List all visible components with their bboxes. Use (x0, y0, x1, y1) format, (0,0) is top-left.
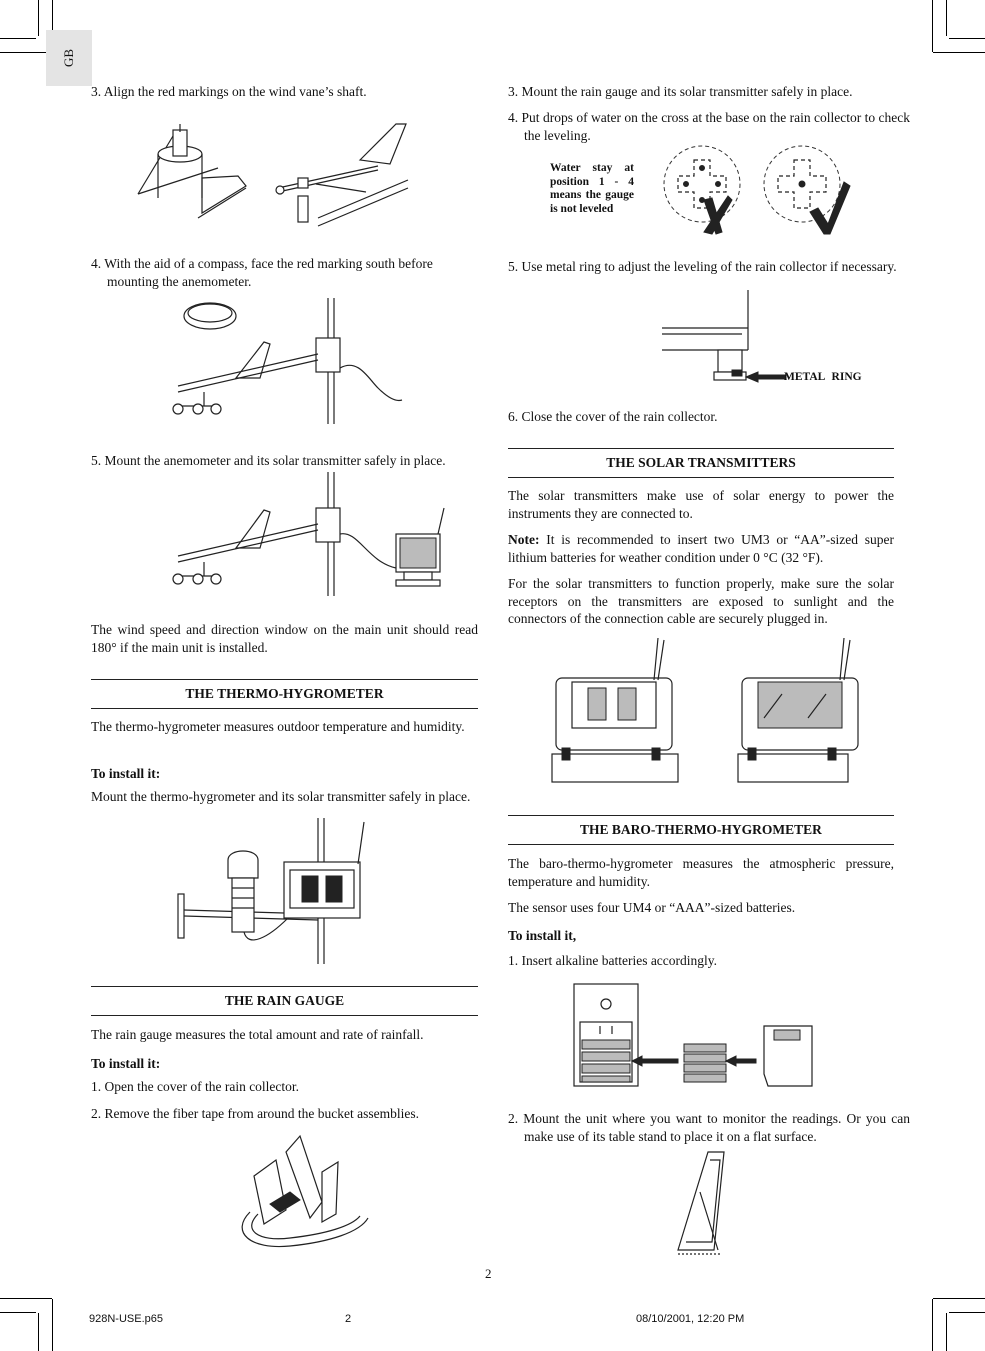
crop-mark (949, 1312, 985, 1313)
baro-step1: 1. Insert alkaline batteries accordingly. (508, 953, 718, 968)
right-step3: 3. Mount the rain gauge and its solar transmitter safely in place. (508, 84, 853, 99)
baro-step2: 2. Mount the unit where you want to monitor the readings. Or you can make use of its table stand to place it on a flat surface. (508, 1111, 910, 1144)
crop-mark (949, 38, 985, 39)
metal-ring-label: METAL RING (784, 371, 862, 383)
rain-step1: 1. Open the cover of the rain collector. (91, 1079, 300, 1094)
right-step4: 4. Put drops of water on the cross at the base on the rain collector to check the leveling. (508, 110, 910, 143)
solar-note (508, 531, 894, 566)
solar-transmitters-figure (552, 638, 852, 784)
table-stand-figure (670, 1152, 730, 1258)
solar-note-text: It is recommended to insert two UM3 or “AA”-sized super lithium batteries for weather condition under 0 °C (32 °F). (508, 532, 894, 565)
footer-file: 928N-USE.p65 (89, 1313, 163, 1325)
footer-page: 2 (345, 1313, 352, 1325)
thermo-install-label: To install it: (91, 766, 161, 781)
baro-battery: The sensor uses four UM4 or “AAA”-sized batteries. (508, 900, 796, 915)
page-number: 2 (485, 1266, 492, 1281)
crop-mark (932, 0, 933, 52)
crop-mark (38, 1313, 39, 1351)
crop-mark (0, 1312, 36, 1313)
rain-install-label: To install it: (91, 1056, 161, 1071)
crop-mark (0, 1298, 52, 1299)
rain-step2: 2. Remove the fiber tape from around the bucket assemblies. (91, 1106, 420, 1121)
rain-desc: The rain gauge measures the total amount and rate of rainfall. (91, 1027, 424, 1042)
baro-install-label: To install it, (508, 928, 577, 943)
battery-insertion-figure (572, 984, 842, 1088)
leveling-check-figure (660, 142, 850, 236)
crop-mark (0, 52, 52, 53)
wind-note: The wind speed and direction window on the main unit should read 180° if the main unit is installed. (91, 622, 478, 655)
water-note: Water stay at position 1 - 4 means the gauge is not leveled (550, 162, 634, 215)
left-step4: 4. With the aid of a compass, face the red marking south before mounting the anemometer. (91, 256, 433, 289)
bucket-assembly-figure (230, 1132, 370, 1250)
crop-mark (38, 0, 39, 36)
thermo-install-text: Mount the thermo-hygrometer and its solar transmitter safely in place. (91, 789, 471, 804)
crop-mark (946, 0, 947, 36)
solar-note-label: Note: (508, 532, 540, 547)
language-tab-label: GB (61, 48, 77, 68)
language-tab (46, 30, 92, 86)
baro-heading: THE BARO-THERMO-HYGROMETER (508, 815, 894, 845)
crop-mark (932, 1299, 933, 1351)
left-step3: 3. Align the red markings on the wind vane’s shaft. (91, 84, 367, 99)
crop-mark (0, 38, 36, 39)
thermo-heading: THE THERMO-HYGROMETER (91, 679, 478, 709)
crop-mark (946, 1313, 947, 1351)
rain-heading: THE RAIN GAUGE (91, 986, 478, 1016)
baro-desc: The baro-thermo-hygrometer measures the atmospheric pressure, temperature and humidity. (508, 856, 894, 889)
solar-proper: For the solar transmitters to function properly, make sure the solar receptors on the transmitters are exposed to sunlight and the connectors of the connection cable are securely plugged in. (508, 576, 894, 626)
metal-ring-figure (662, 290, 792, 386)
crop-mark (52, 1299, 53, 1351)
thermo-desc: The thermo-hygrometer measures outdoor temperature and humidity. (91, 719, 465, 734)
crop-mark (933, 52, 985, 53)
right-step5: 5. Use metal ring to adjust the leveling of the rain collector if necessary. (508, 259, 897, 274)
footer-datetime: 08/10/2001, 12:20 PM (636, 1313, 745, 1325)
anemometer-transmitter-figure (168, 472, 458, 596)
thermo-hygrometer-figure (178, 818, 378, 964)
wind-vane-shaft-figure (128, 118, 418, 228)
left-step5: 5. Mount the anemometer and its solar transmitter safely in place. (91, 453, 446, 468)
crop-mark (933, 1298, 985, 1299)
compass-anemometer-figure (168, 298, 408, 424)
right-step6: 6. Close the cover of the rain collector. (508, 409, 718, 424)
solar-heading: THE SOLAR TRANSMITTERS (508, 448, 894, 478)
solar-desc: The solar transmitters make use of solar energy to power the instruments they are connected to. (508, 488, 894, 521)
